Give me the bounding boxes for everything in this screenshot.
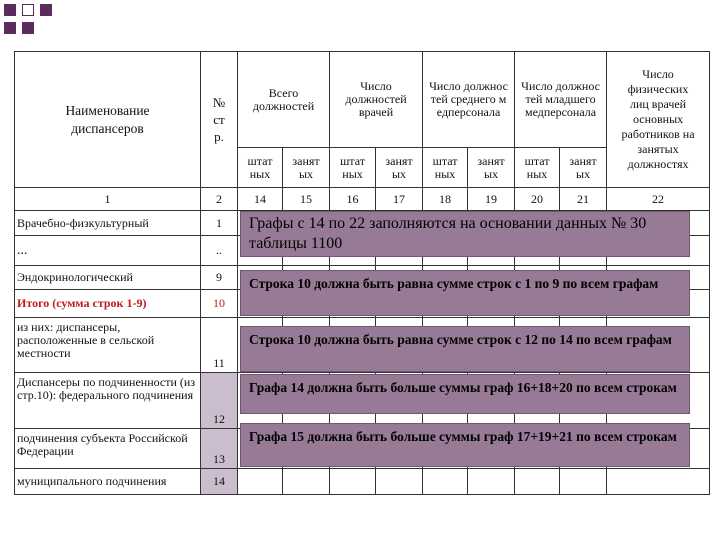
row-name-total: Итого (сумма строк 1-9): [15, 290, 201, 318]
row-name: из них: диспансеры, расположенные в сельской местности: [15, 318, 201, 373]
column-index: 21: [560, 188, 607, 211]
row-number: 14: [201, 469, 238, 495]
note-text: Графа 14 должна быть больше суммы граф 16+18+20 по всем строкам: [249, 380, 677, 395]
header-zanyat: занятых: [283, 148, 330, 188]
row-name: подчинения субъекта Российской Федерации: [15, 429, 201, 469]
note-col14-greater: [240, 374, 690, 414]
row-number: 11: [201, 318, 238, 373]
note-text: Строка 10 должна быть равна сумме строк с 1 по 9 по всем графам: [249, 276, 659, 291]
row-name: муниципального подчинения: [15, 469, 201, 495]
row-name: Эндокринологический: [15, 266, 201, 290]
row-name: Диспансеры по подчиненности (из стр.10): федерального подчинения: [15, 373, 201, 429]
header-group-junior: Число должностей младшего медперсонала: [515, 52, 607, 148]
row-name: Врачебно-физкультурный: [15, 211, 201, 236]
header-physicians: Число физических лиц врачей основных работников на занятых должностях: [607, 52, 710, 188]
column-index: 1: [15, 188, 201, 211]
column-index: 17: [376, 188, 423, 211]
header-shtat: штатных: [238, 148, 283, 188]
header-shtat: штатных: [330, 148, 376, 188]
header-rownum: № стр.: [201, 52, 238, 188]
column-index: 14: [238, 188, 283, 211]
row-number: 9: [201, 266, 238, 290]
row-name: ...: [15, 236, 201, 266]
column-index: 22: [607, 188, 710, 211]
row-number: 13: [201, 429, 238, 469]
header-group-doctors: Число должностей врачей: [330, 52, 423, 148]
note-row10-sum-12-14: [240, 326, 690, 372]
header-group-middle: Число должностей среднего медперсонала: [423, 52, 515, 148]
header-zanyat: занятых: [560, 148, 607, 188]
row-number: 1: [201, 211, 238, 236]
column-index: 19: [468, 188, 515, 211]
column-index: 18: [423, 188, 468, 211]
row-number-total: 10: [201, 290, 238, 318]
row-number: 12: [201, 373, 238, 429]
note-text: Графа 15 должна быть больше суммы граф 17+19+21 по всем строкам: [249, 429, 677, 444]
column-index: 16: [330, 188, 376, 211]
note-row10-sum-1-9: [240, 270, 690, 316]
note-col15-greater: [240, 423, 690, 467]
header-name: Наименование диспансеров: [15, 52, 201, 188]
row-number: ..: [201, 236, 238, 266]
column-index: 20: [515, 188, 560, 211]
note-columns-source: Графы с 14 по 22 заполняются на основании данных № 30 таблицы 1100: [240, 211, 690, 257]
corner-decoration: [0, 0, 60, 42]
header-zanyat: занятых: [376, 148, 423, 188]
header-zanyat: занятых: [468, 148, 515, 188]
header-shtat: штатных: [515, 148, 560, 188]
header-group-total: Всего должностей: [238, 52, 330, 148]
column-index: 15: [283, 188, 330, 211]
header-shtat: штатных: [423, 148, 468, 188]
note-text: Строка 10 должна быть равна сумме строк с 12 по 14 по всем графам: [249, 332, 672, 347]
column-index: 2: [201, 188, 238, 211]
